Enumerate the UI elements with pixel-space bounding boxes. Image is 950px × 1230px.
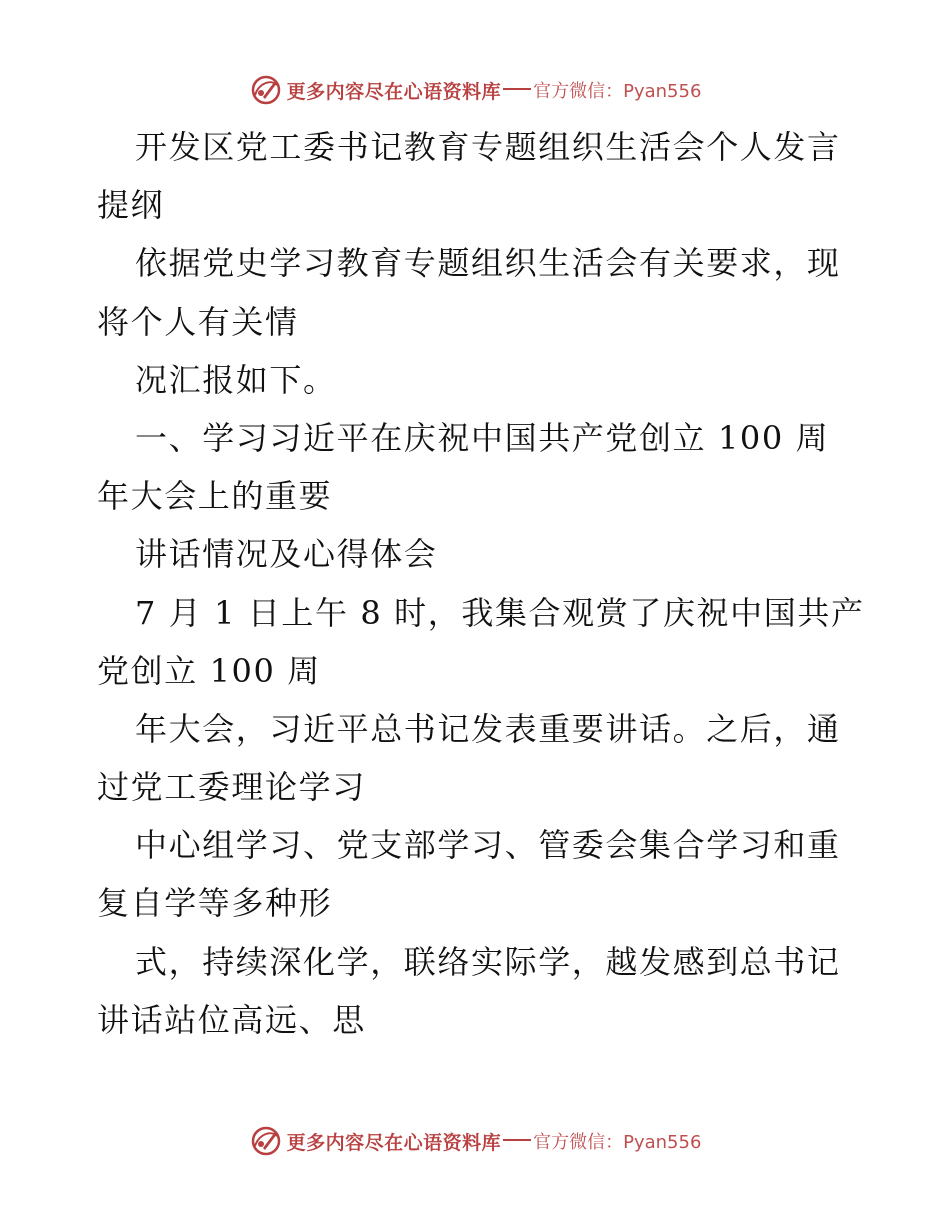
text-line: 开发区党工委书记教育专题组织生活会个人发言 [135,128,841,166]
pen-swirl-logo-icon [249,73,283,107]
text-line: 中心组学习、党支部学习、管委会集合学习和重 [135,826,841,865]
text-line: 7 月 1 日上午 8 时，我集合观赏了庆祝中国共产 [135,593,865,632]
text-line: 过党工委理论学习 [97,768,366,807]
text-line: 复自学等多种形 [97,884,333,923]
document-body [97,118,865,1049]
text-line: 将个人有关情 [97,302,299,341]
text-line: 提纲 [97,186,165,225]
watermark-dash [503,88,531,90]
watermark-main-text: 更多内容尽在心语资料库 [286,80,502,103]
text-line: 依据党史学习教育专题组织生活会有关要求，现 [135,244,841,283]
watermark-dash [503,1139,531,1141]
text-line: 一、学习习近平在庆祝中国共产党创立 100 周 [135,418,830,457]
text-line: 党创立 100 周 [97,651,321,690]
text-line: 况汇报如下。 [135,360,337,399]
watermark-sub-text: 官方微信：Pyan556 [533,81,702,102]
text-line: 年大会上的重要 [97,477,333,516]
watermark-main-text: 更多内容尽在心语资料库 [286,1131,502,1154]
header-watermark [0,70,950,110]
text-line: 年大会，习近平总书记发表重要讲话。之后，通 [135,709,841,748]
text-line: 式，持续深化学，联络实际学，越发感到总书记 [135,942,841,981]
pen-swirl-logo-icon [249,1124,283,1158]
watermark-sub-text: 官方微信：Pyan556 [533,1132,702,1153]
text-line: 讲话情况及心得体会 [135,535,438,574]
text-line: 讲话站位高远、思 [97,1000,366,1039]
footer-watermark [0,1121,950,1161]
